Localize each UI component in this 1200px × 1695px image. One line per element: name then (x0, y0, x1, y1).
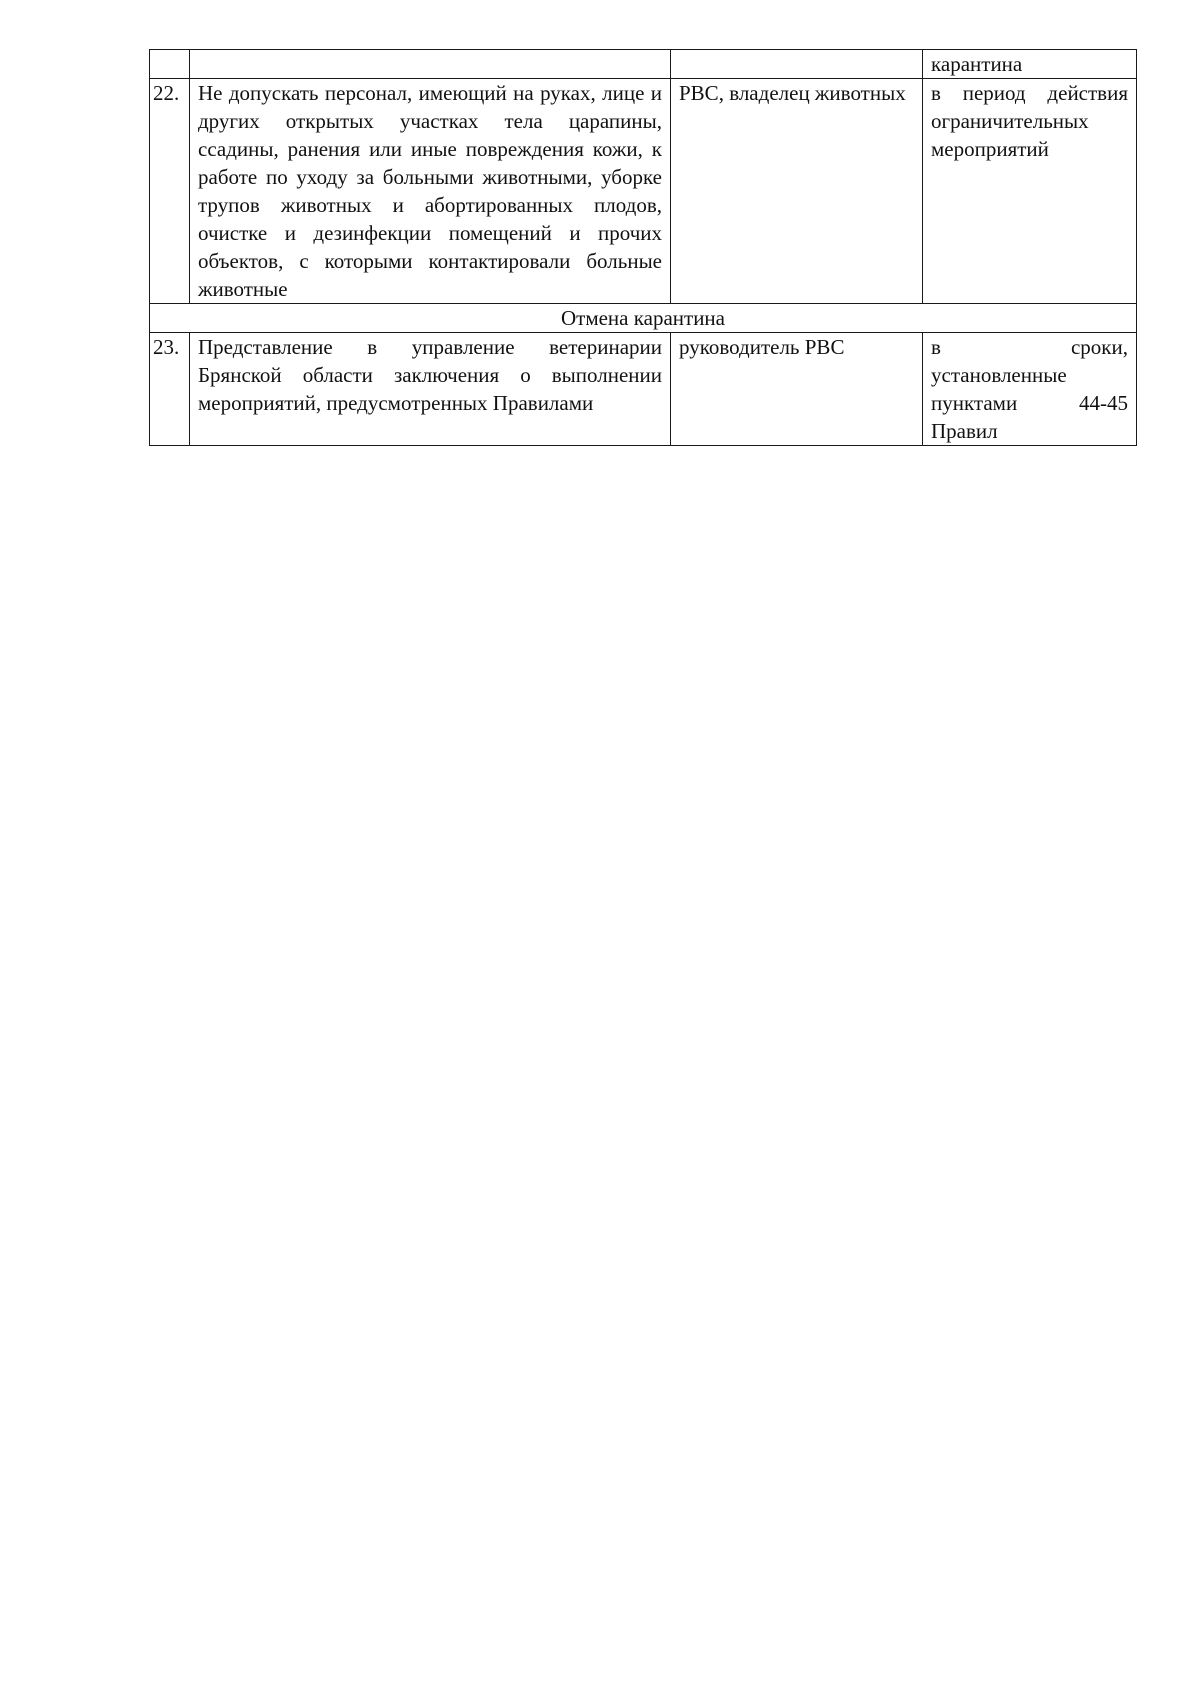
deadline-cell: карантина (923, 50, 1137, 79)
responsible-cell: РВС, владелец животных (671, 79, 923, 304)
table-row (150, 333, 1137, 446)
table-row-continuation (150, 50, 1137, 79)
responsible-cell (671, 50, 923, 79)
action-cell (190, 50, 671, 79)
section-title: Отмена карантина (150, 304, 1137, 333)
row-number: 22. (150, 79, 190, 304)
measures-table (149, 49, 1137, 446)
table-row (150, 79, 1137, 304)
row-number (150, 50, 190, 79)
deadline-cell: в сроки, установленные пунктами 44-45 Правил (923, 333, 1137, 446)
row-number: 23. (150, 333, 190, 446)
action-cell: Не допускать персонал, имеющий на руках, лице и других открытых участках тела царапины, ссадины, ранения или иные повреждения кожи, к работе по уходу за больными животными, уборке трупов животных и абортированных плодов, очистке и дезинфекции помещений и прочих объектов, с которыми контактировали больные животные (190, 79, 671, 304)
responsible-cell: руководитель РВС (671, 333, 923, 446)
section-header-row (150, 304, 1137, 333)
deadline-cell: в период действия ограничительных мероприятий (923, 79, 1137, 304)
action-cell: Представление в управление ветеринарии Брянской области заключения о выполнении мероприятий, предусмотренных Правилами (190, 333, 671, 446)
